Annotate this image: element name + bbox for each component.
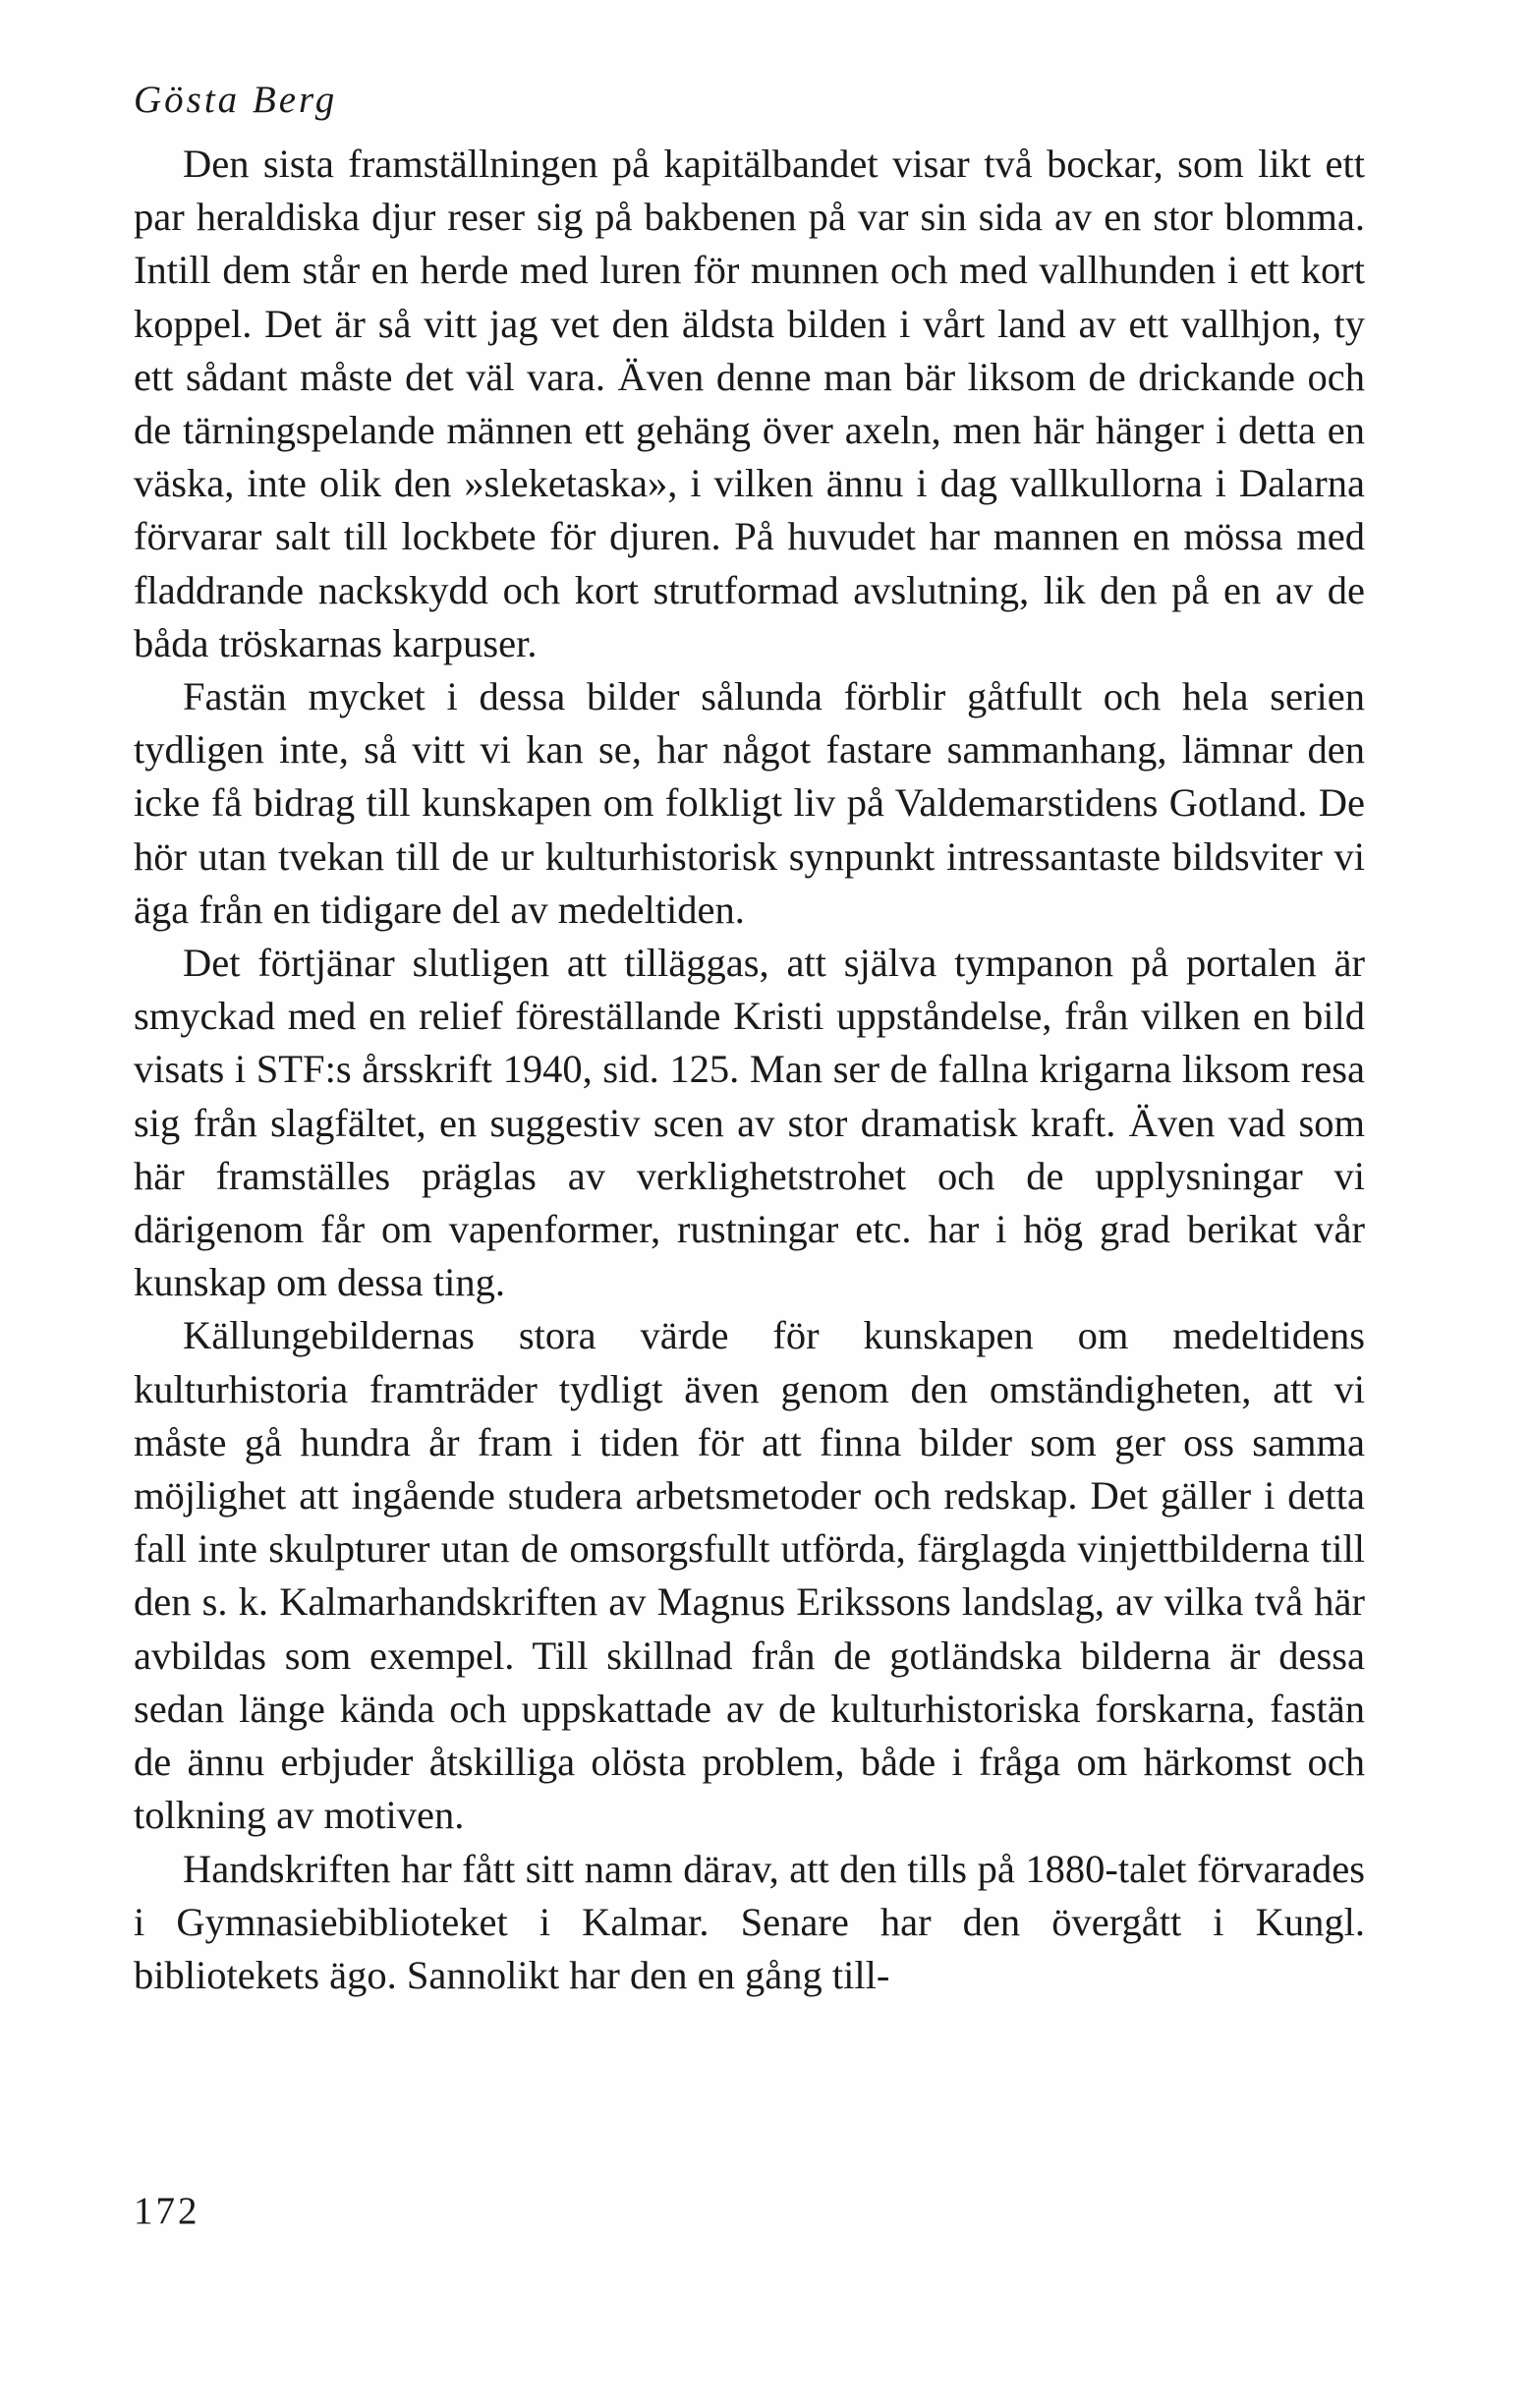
running-head-author: Gösta Berg <box>134 79 338 121</box>
paragraph: Källungebildernas stora värde för kunskapen om medeltidens kulturhistoria framträder tydligt även genom den omständigheten, att vi måste gå hundra år fram i tiden för att finna bilder som ger oss samma möjlighet att ingående studera arbetsmetoder och redskap. Det gäller i detta fall inte skulpturer utan de omsorgsfullt utförda, färglagda vinjettbilderna till den s. k. Kalmarhandskriften av Magnus Erikssons landslag, av vilka två här avbildas som exempel. Till skillnad från de gotländska bilderna är dessa sedan länge kända och uppskattade av de kulturhistoriska forskarna, fastän de ännu erbjuder åtskilliga olösta problem, både i fråga om härkomst och tolkning av motiven. <box>134 1313 1365 1838</box>
paragraph: Den sista framställningen på kapitälbandet visar två bockar, som likt ett par heraldiska djur reser sig på bakbenen på var sin sida av en stor blomma. Intill dem står en herde med luren för munnen och med vallhunden i ett kort koppel. Det är så vitt jag vet den äldsta bilden i vårt land av ett vallhjon, ty ett sådant måste det väl vara. Även denne man bär liksom de drickande och de tärningspelande männen ett gehäng över axeln, men här hänger i detta en väska, inte olik den »sleketaska», i vilken ännu i dag vallkullorna i Dalarna förvarar salt till lockbete för djuren. På huvudet har mannen en mössa med fladdrande nackskydd och kort strutformad avslutning, lik den på en av de båda tröskarnas karpuser. <box>134 142 1365 665</box>
page-number: 172 <box>134 2190 200 2232</box>
body-text <box>134 138 1365 2002</box>
paragraph: Handskriften har fått sitt namn därav, att den tills på 1880-talet förvarades i Gymnasiebiblioteket i Kalmar. Senare har den övergått i Kungl. bibliotekets ägo. Sannolikt har den en gång till- <box>134 1846 1365 1997</box>
paragraph: Fastän mycket i dessa bilder sålunda förblir gåtfullt och hela serien tydligen inte, så vitt vi kan se, har något fastare sammanhang, lämnar den icke få bidrag till kunskapen om folkligt liv på Valdemarstidens Gotland. De hör utan tvekan till de ur kulturhistorisk synpunkt intressantaste bildsviter vi äga från en tidigare del av medeltiden. <box>134 674 1365 932</box>
paragraph: Det förtjänar slutligen att tilläggas, att själva tympanon på portalen är smyckad med en relief föreställande Kristi uppståndelse, från vilken en bild visats i STF:s årsskrift 1940, sid. 125. Man ser de fallna krigarna liksom resa sig från slagfältet, en suggestiv scen av stor dramatisk kraft. Även vad som här framställes präglas av verklighetstrohet och de upplysningar vi därigenom får om vapenformer, rustningar etc. har i hög grad berikat vår kunskap om dessa ting. <box>134 941 1365 1305</box>
